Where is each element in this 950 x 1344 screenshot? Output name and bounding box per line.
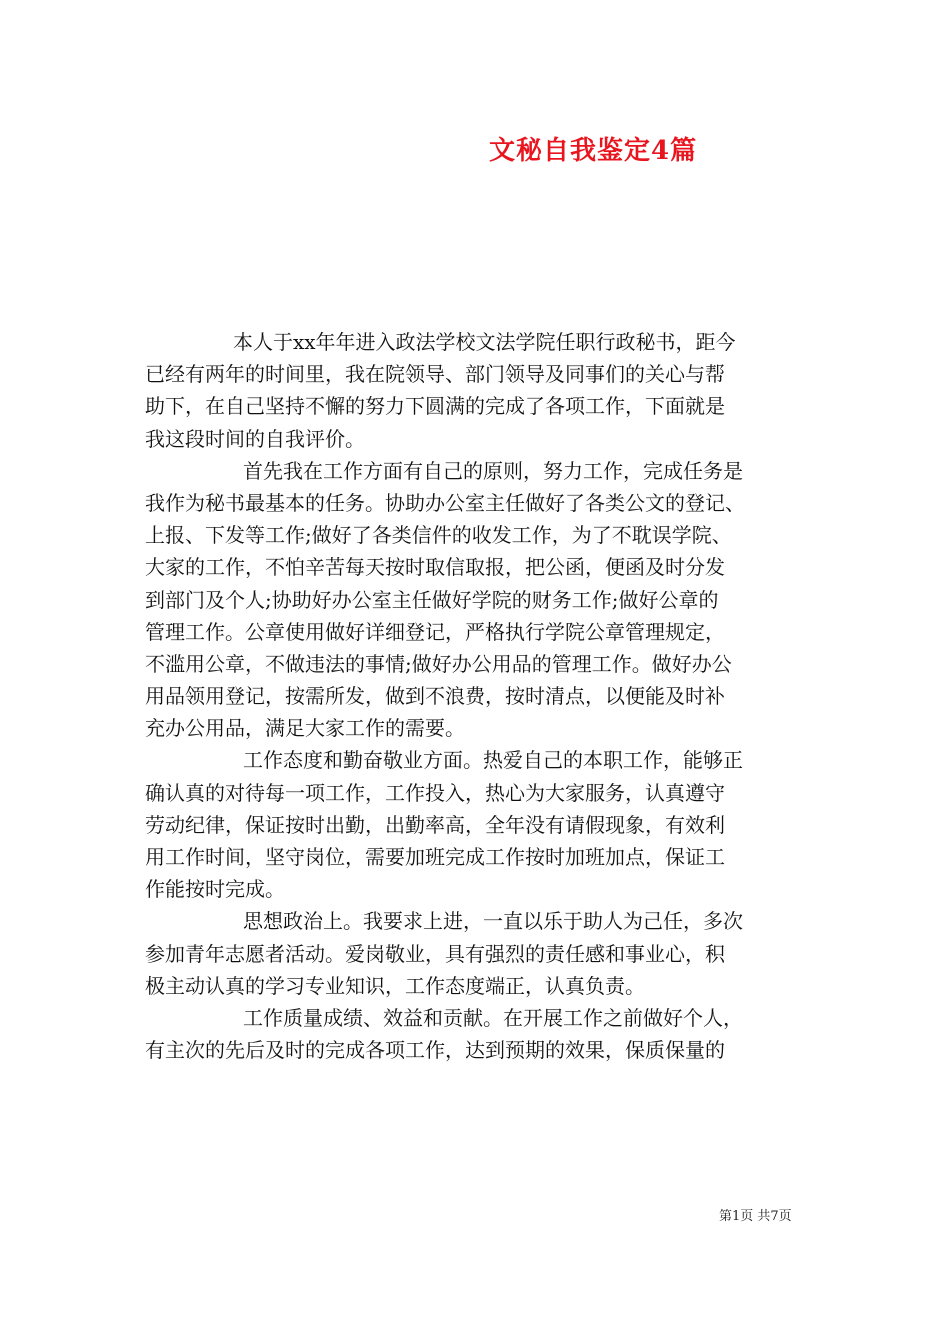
- paragraph-4: [145, 905, 817, 1002]
- text-line: 助下，在自己坚持不懈的努力下圆满的完成了各项工作，下面就是: [145, 394, 725, 419]
- document-title: 文秘自我鉴定4篇: [489, 136, 698, 166]
- text-line: 已经有两年的时间里，我在院领导、部门领导及同事们的关心与帮: [145, 362, 725, 387]
- text-line: 极主动认真的学习专业知识，工作态度端正，认真负责。: [145, 973, 645, 998]
- text-line: 上报、下发等工作;做好了各类信件的收发工作，为了不耽误学院、: [145, 523, 732, 548]
- text-line: 作能按时完成。: [145, 877, 285, 902]
- text-line: 工作质量成绩、效益和贡献。在开展工作之前做好个人，: [243, 1005, 743, 1030]
- text-line: 参加青年志愿者活动。爱岗敬业，具有强烈的责任感和事业心，积: [145, 941, 725, 966]
- paragraph-1: [145, 326, 817, 455]
- paragraph-2: [145, 455, 817, 745]
- text-line: 到部门及个人;协助好办公室主任做好学院的财务工作;做好公章的: [145, 587, 719, 612]
- text-line: 确认真的对待每一项工作，工作投入，热心为大家服务，认真遵守: [145, 780, 725, 805]
- text-line: 我这段时间的自我评价。: [145, 426, 365, 451]
- text-line: 本人于xx年年进入政法学校文法学院任职行政秘书，距今: [233, 330, 736, 354]
- text-line: 劳动纪律，保证按时出勤，出勤率高，全年没有请假现象，有效利: [145, 812, 725, 837]
- text-line: 充办公用品，满足大家工作的需要。: [145, 716, 465, 741]
- paragraph-3: [145, 744, 817, 905]
- page-number-footer: 第1页 共7页: [719, 1209, 792, 1224]
- text-line: 工作态度和勤奋敬业方面。热爱自己的本职工作，能够正: [243, 748, 743, 773]
- text-line: 管理工作。公章使用做好详细登记，严格执行学院公章管理规定，: [145, 619, 725, 644]
- paragraph-5: [145, 1002, 817, 1066]
- text-line: 有主次的先后及时的完成各项工作，达到预期的效果，保质保量的: [145, 1038, 725, 1063]
- document-body: [145, 326, 817, 1066]
- text-line: 用品领用登记，按需所发，做到不浪费，按时清点，以便能及时补: [145, 684, 725, 709]
- text-line: 大家的工作，不怕辛苦每天按时取信取报，把公函，便函及时分发: [145, 555, 725, 580]
- text-line: 首先我在工作方面有自己的原则，努力工作，完成任务是: [243, 458, 743, 483]
- text-line: 思想政治上。我要求上进，一直以乐于助人为己任，多次: [243, 909, 743, 934]
- text-line: 用工作时间，坚守岗位，需要加班完成工作按时加班加点，保证工: [145, 845, 725, 869]
- text-line: 我作为秘书最基本的任务。协助办公室主任做好了各类公文的登记、: [145, 490, 745, 515]
- text-line: 不滥用公章，不做违法的事情;做好办公用品的管理工作。做好办公: [145, 651, 732, 676]
